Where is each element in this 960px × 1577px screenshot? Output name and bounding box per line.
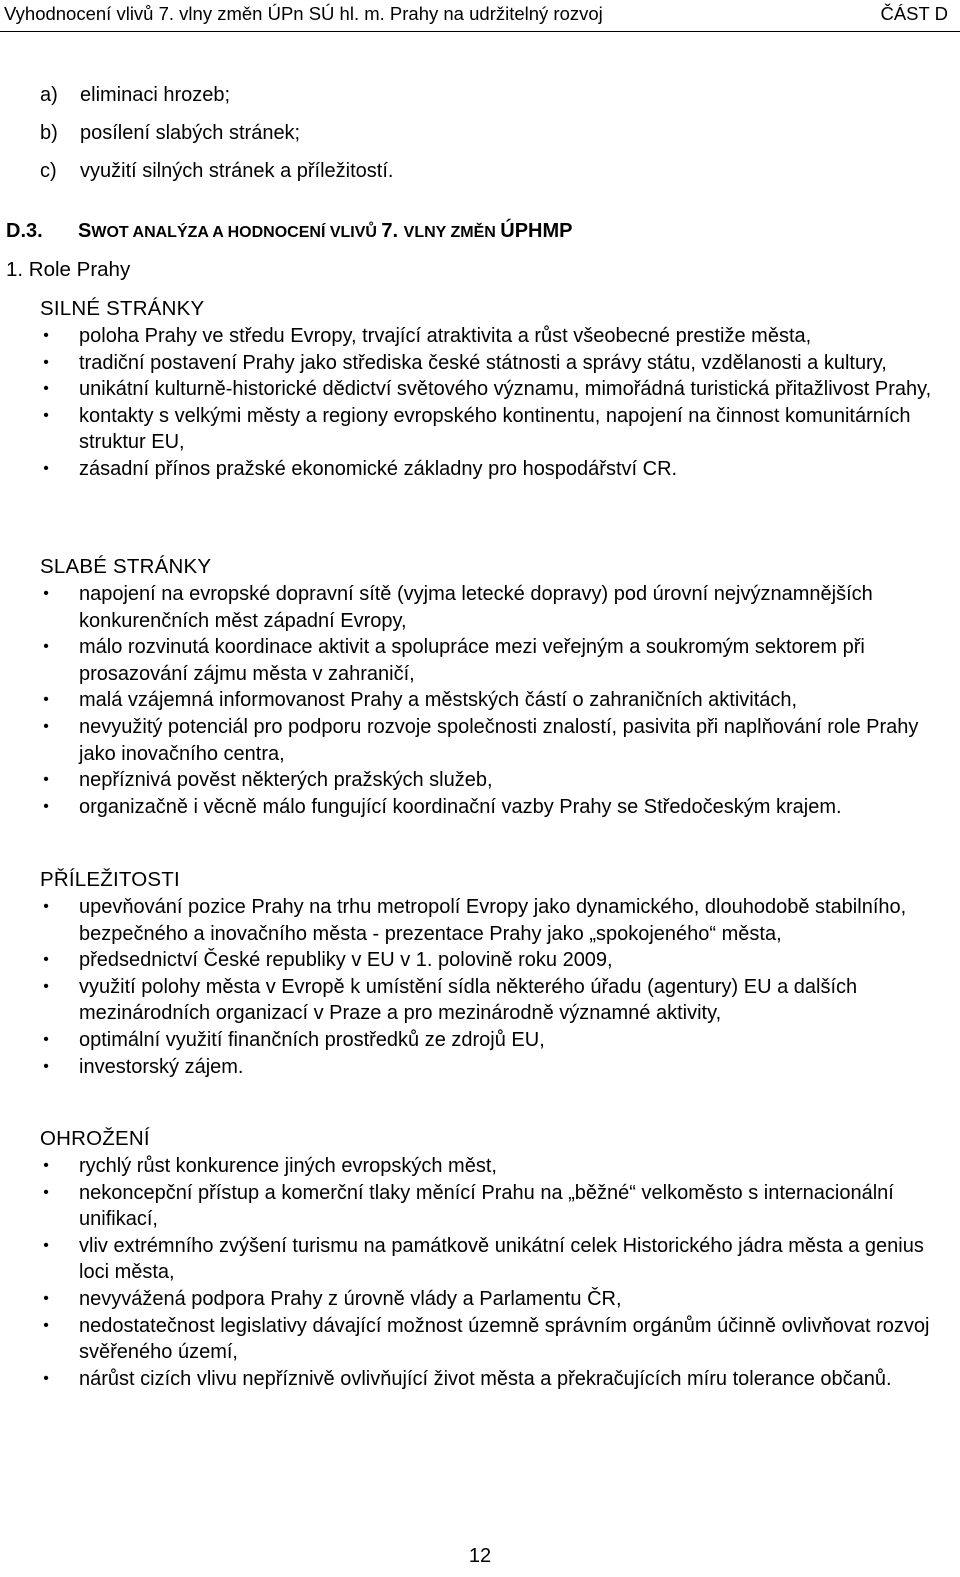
page-number: 12 [468, 1545, 492, 1567]
list-item-text: upevňování pozice Prahy na trhu metropolí Evropy jako dynamického, dlouhodobě stabilního, bezpečného a inovačního města - prezentace Prahy jako „spokojeného“ města, [79, 896, 907, 945]
bullet-icon: • [43, 459, 49, 477]
list-marker: a) [40, 84, 58, 106]
bullet-icon: • [43, 406, 49, 424]
section-title-part: ÚPHMP [500, 220, 573, 242]
bullet-icon: • [43, 1369, 49, 1387]
list-item-text: využití polohy města v Evropě k umístění sídla některého úřadu (agentury) EU a dalších mezinárodních organizací v Praze a pro mezinárodně významné aktivity, [79, 975, 858, 1025]
list-item [40, 581, 940, 634]
list-item-text: nekoncepční přístup a komerční tlaky měnící Prahu na „běžné“ velkoměsto s internacionální unifikací, [79, 1181, 894, 1231]
group-list [40, 894, 940, 1080]
group-strengths [40, 295, 940, 483]
list-item-text: posílení slabých stránek; [80, 122, 301, 144]
group-list [40, 1153, 940, 1392]
list-item-text: nevyvážená podpora Prahy z úrovně vlády a Parlamentu ČR, [79, 1287, 622, 1310]
bullet-icon: • [43, 977, 49, 995]
page-header [0, 0, 960, 32]
list-item-text: kontakty s velkými městy a regiony evropského kontinentu, napojení na činnost komunitárních struktur EU, [79, 404, 911, 454]
group-threats [40, 1125, 940, 1392]
group-list [40, 581, 940, 820]
list-item [40, 974, 940, 1027]
group-heading: SLABÉ STRÁNKY [40, 555, 212, 578]
section-title-part: S [78, 220, 92, 242]
bullet-icon: • [43, 353, 49, 371]
bullet-icon: • [43, 898, 49, 915]
bullet-icon: • [43, 717, 49, 735]
section-title-part: WOT ANALÝZA A HODNOCENÍ VLIVŮ [91, 224, 382, 241]
list-item [40, 714, 940, 767]
header-title: Vyhodnocení vlivů 7. vlny změn ÚPn SÚ hl. m. Prahy na udržitelný rozvoj [4, 3, 603, 24]
group-weaknesses [40, 553, 940, 820]
list-item-text: organizačně i věcně málo fungující koordinační vazby Prahy se Středočeským krajem. [79, 795, 842, 818]
section-number: D.3. [6, 220, 43, 242]
bullet-icon: • [43, 1236, 49, 1254]
list-item [40, 1233, 940, 1286]
list-item [40, 634, 940, 687]
list-item-text: eliminaci hrozeb; [80, 84, 231, 106]
list-item [40, 687, 940, 714]
group-heading: PŘÍLEŽITOSTI [40, 868, 180, 891]
bullet-icon: • [43, 380, 49, 398]
bullet-icon: • [43, 771, 49, 789]
list-item-text: unikátní kulturně-historické dědictví světového významu, mimořádná turistická přitažlivost Prahy, [79, 378, 932, 401]
bullet-icon: • [43, 1030, 49, 1048]
list-item-text: předsednictví České republiky v EU v 1. polovině roku 2009, [79, 949, 613, 972]
section-title [78, 220, 573, 242]
list-item-text: nedostatečnost legislativy dávající možnost územně správním orgánům účinně ovlivňovat rozvoj svěřeného území, [79, 1314, 930, 1364]
list-marker: c) [40, 160, 57, 182]
list-item [40, 114, 393, 152]
list-item-text: využití silných stránek a příležitostí. [80, 160, 394, 182]
list-item [40, 1027, 940, 1054]
section-heading [6, 217, 573, 247]
group-list [40, 323, 940, 483]
bullet-icon: • [43, 1183, 49, 1201]
list-item-text: napojení na evropské dopravní sítě (vyjma letecké dopravy) pod úrovní nejvýznamnějších konkurenčních měst západní Evropy, [79, 583, 873, 632]
list-item [40, 1286, 940, 1313]
list-item [40, 323, 940, 350]
list-item-text: nepříznivá pověst některých pražských služeb, [79, 769, 493, 792]
bullet-icon: • [43, 797, 49, 815]
list-item [40, 76, 393, 114]
bullet-icon: • [43, 1157, 49, 1174]
list-item [40, 947, 940, 974]
list-item [40, 1054, 940, 1081]
list-item [40, 1313, 940, 1366]
bullet-icon: • [43, 951, 49, 969]
group-opportunities [40, 866, 940, 1080]
list-item-text: vliv extrémního zvýšení turismu na památkově unikátní celek Historického jádra města a genius loci města, [79, 1234, 924, 1284]
header-part: ČÁST D [880, 3, 948, 24]
section-title-part: VLNY ZMĚN [403, 224, 501, 241]
list-item-text: poloha Prahy ve středu Evropy, trvající atraktivita a růst všeobecné prestiže města, [79, 325, 812, 347]
list-item [40, 894, 940, 947]
list-item [40, 1366, 940, 1393]
list-item-text: malá vzájemná informovanost Prahy a městských částí o zahraničních aktivitách, [79, 689, 798, 712]
list-marker: b) [40, 122, 58, 144]
list-item [40, 403, 940, 456]
list-item [40, 794, 940, 821]
list-item-text: nevyužitý potenciál pro podporu rozvoje společnosti znalostí, pasivita při naplňování role Prahy jako inovačního centra, [79, 715, 919, 765]
list-item [40, 152, 393, 190]
list-item [40, 456, 940, 483]
list-item [40, 1153, 940, 1180]
group-heading: SILNÉ STRÁNKY [40, 297, 205, 320]
list-item-text: nárůst cizích vlivu nepříznivě ovlivňující život města a překračujících míru tolerance občanů. [79, 1367, 892, 1390]
bullet-icon: • [43, 1057, 49, 1075]
bullet-icon: • [43, 327, 49, 344]
bullet-icon: • [43, 691, 49, 709]
bullet-icon: • [43, 638, 49, 656]
list-item-text: investorský zájem. [79, 1055, 244, 1078]
list-item-text: málo rozvinutá koordinace aktivit a spolupráce mezi veřejným a soukromým sektorem při prosazování zájmu města v zahraničí, [79, 636, 865, 685]
list-item-text: optimální využití finančních prostředků ze zdrojů EU, [79, 1028, 545, 1051]
list-item [40, 1180, 940, 1233]
list-item [40, 376, 940, 403]
list-item-text: tradiční postavení Prahy jako střediska české státnosti a správy státu, vzdělanosti a kultury, [79, 351, 887, 374]
bullet-icon: • [43, 1316, 49, 1334]
bullet-icon: • [43, 1289, 49, 1307]
group-heading: OHROŽENÍ [40, 1127, 150, 1150]
bullet-icon: • [43, 585, 49, 602]
list-item-text: rychlý růst konkurence jiných evropských měst, [79, 1155, 497, 1177]
subsection-title: 1. Role Prahy [6, 258, 131, 281]
list-item [40, 767, 940, 794]
list-item [40, 350, 940, 377]
list-item-text: zásadní přínos pražské ekonomické základny pro hospodářství CR. [79, 457, 678, 480]
alpha-list [40, 76, 393, 190]
section-title-part: 7. [381, 220, 404, 242]
